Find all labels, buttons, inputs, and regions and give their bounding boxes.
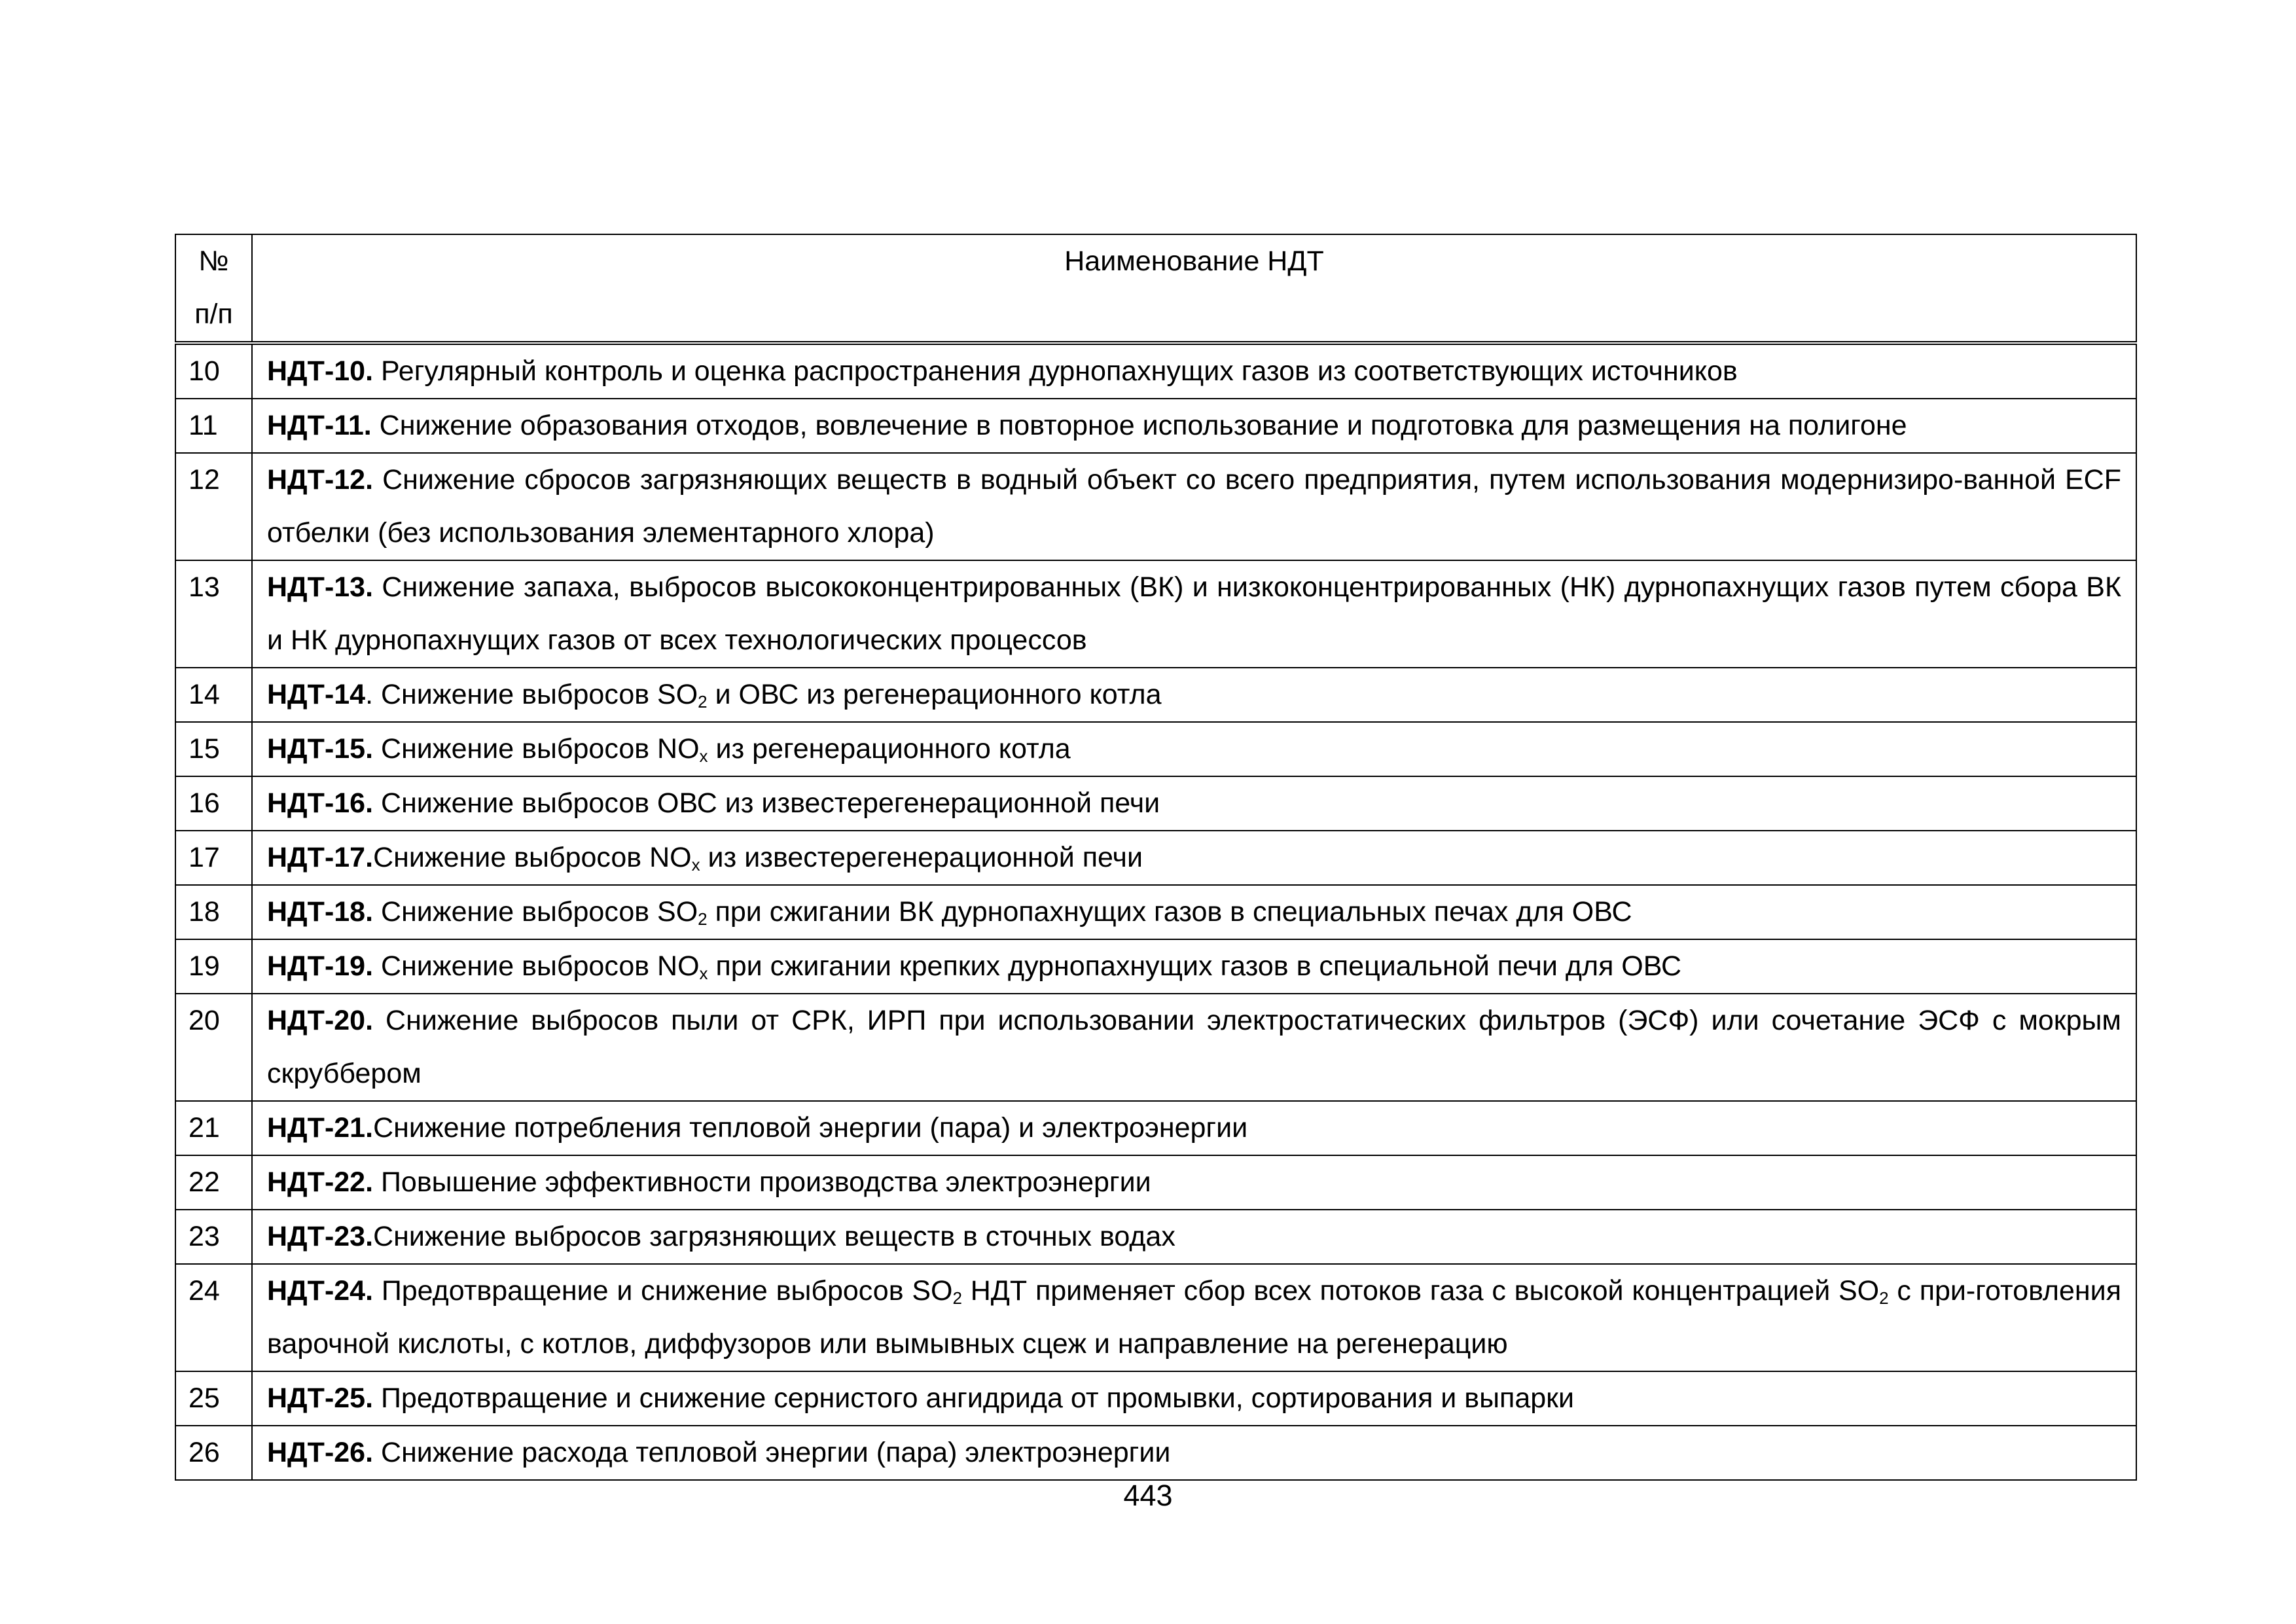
row-description	[252, 885, 2136, 939]
bat-text: Повышение эффективности производства электроэнергии	[373, 1166, 1151, 1198]
bat-text: Снижение потребления тепловой энергии (пара) и электроэнергии	[373, 1112, 1248, 1144]
bat-code: НДТ-26.	[267, 1437, 374, 1468]
row-number: 21	[175, 1101, 252, 1155]
row-number: 14	[175, 668, 252, 722]
bat-text: Снижение запаха, выбросов высококонцентрированных (ВК) и низкоконцентрированных (НК) дурнопахнущих газов путем сбора ВК и НК дурнопахнущих газов от всех технологических процессов	[267, 571, 2121, 656]
bat-text: Предотвращение и снижение сернистого ангидрида от промывки, сортирования и выпарки	[373, 1382, 1574, 1414]
bat-code: НДТ-15.	[267, 733, 374, 765]
table-row	[175, 399, 2136, 453]
bat-table	[175, 234, 2137, 1481]
row-number: 23	[175, 1210, 252, 1264]
header-num-cell	[175, 234, 252, 343]
bat-code: НДТ-14	[267, 679, 366, 710]
bat-text: НДТ применяет сбор всех потоков газа с высокой концентрацией SO	[961, 1275, 1880, 1307]
table-row	[175, 831, 2136, 885]
header-name-cell: Наименование НДТ	[252, 234, 2136, 343]
row-description	[252, 1264, 2136, 1371]
table-row	[175, 885, 2136, 939]
bat-code: НДТ-20.	[267, 1005, 374, 1036]
row-number: 25	[175, 1371, 252, 1426]
bat-text: Снижение выбросов загрязняющих веществ в сточных водах	[373, 1221, 1175, 1252]
subscript: 2	[698, 909, 708, 929]
row-description	[252, 831, 2136, 885]
bat-text: при сжигании крепких дурнопахнущих газов в специальной печи для ОВС	[708, 950, 1682, 982]
row-description	[252, 1101, 2136, 1155]
page-number: 443	[1123, 1479, 1173, 1512]
subscript: 2	[1879, 1288, 1889, 1308]
bat-code: НДТ-17.	[267, 842, 374, 873]
table-row	[175, 722, 2136, 776]
bat-code: НДТ-18.	[267, 896, 374, 928]
table-row	[175, 776, 2136, 831]
row-number: 16	[175, 776, 252, 831]
table-header-row	[175, 234, 2136, 343]
table-row	[175, 1210, 2136, 1264]
bat-text: Снижение выбросов NO	[373, 950, 700, 982]
bat-text: Снижение расхода тепловой энергии (пара) электроэнергии	[373, 1437, 1171, 1468]
bat-code: НДТ-10.	[267, 355, 374, 387]
row-number: 24	[175, 1264, 252, 1371]
bat-code: НДТ-16.	[267, 787, 374, 819]
bat-code: НДТ-21.	[267, 1112, 374, 1144]
row-number: 22	[175, 1155, 252, 1210]
header-num-label-2: п/п	[194, 298, 233, 330]
bat-text: Снижение выбросов ОВС из известерегенерационной печи	[373, 787, 1160, 819]
subscript: x	[691, 855, 700, 875]
bat-text: Снижение образования отходов, вовлечение в повторное использование и подготовка для размещения на полигоне	[371, 410, 1907, 441]
subscript: x	[699, 964, 708, 983]
bat-text: Снижение выбросов NO	[373, 842, 692, 873]
bat-text: Регулярный контроль и оценка распространения дурнопахнущих газов из соответствующих источников	[373, 355, 1738, 387]
row-description	[252, 668, 2136, 722]
bat-code: НДТ-25.	[267, 1382, 374, 1414]
bat-text: Предотвращение и снижение выбросов SO	[373, 1275, 953, 1307]
row-number: 17	[175, 831, 252, 885]
row-number: 13	[175, 560, 252, 668]
bat-code: НДТ-12.	[267, 464, 374, 496]
row-description	[252, 1210, 2136, 1264]
row-description	[252, 1155, 2136, 1210]
bat-code: НДТ-19.	[267, 950, 374, 982]
table-row	[175, 994, 2136, 1101]
row-number: 19	[175, 939, 252, 994]
table-row	[175, 1371, 2136, 1426]
row-description	[252, 399, 2136, 453]
subscript: x	[699, 746, 708, 766]
table-row	[175, 1264, 2136, 1371]
bat-text: Снижение выбросов SO	[373, 896, 698, 928]
row-number: 15	[175, 722, 252, 776]
table-row	[175, 343, 2136, 399]
row-number: 10	[175, 343, 252, 399]
bat-text: при сжигании ВК дурнопахнущих газов в специальных печах для ОВС	[707, 896, 1632, 928]
table-row	[175, 668, 2136, 722]
table-row	[175, 560, 2136, 668]
row-description	[252, 560, 2136, 668]
bat-code: НДТ-23.	[267, 1221, 374, 1252]
row-description	[252, 453, 2136, 560]
row-description	[252, 343, 2136, 399]
bat-text: с при-готовления варочной кислоты, с котлов, диффузоров или вымывных сцеж и направление на регенерацию	[267, 1275, 2121, 1360]
table-row	[175, 1101, 2136, 1155]
bat-code: НДТ-22.	[267, 1166, 374, 1198]
row-number: 12	[175, 453, 252, 560]
row-number: 18	[175, 885, 252, 939]
table-row	[175, 453, 2136, 560]
bat-text: . Снижение выбросов SO	[365, 679, 698, 710]
row-description	[252, 939, 2136, 994]
bat-text: и ОВС из регенерационного котла	[707, 679, 1162, 710]
row-description	[252, 1371, 2136, 1426]
bat-text: Снижение выбросов пыли от СРК, ИРП при использовании электростатических фильтров (ЭСФ) или сочетание ЭСФ с мокрым скруббером	[267, 1005, 2121, 1089]
row-description	[252, 994, 2136, 1101]
bat-text: из известерегенерационной печи	[700, 842, 1143, 873]
bat-code: НДТ-11.	[267, 410, 372, 441]
table-row	[175, 939, 2136, 994]
header-num-label: №	[198, 245, 229, 277]
row-number: 26	[175, 1426, 252, 1480]
bat-code: НДТ-24.	[267, 1275, 374, 1307]
row-description	[252, 776, 2136, 831]
table-row	[175, 1155, 2136, 1210]
bat-text: из регенерационного котла	[708, 733, 1071, 765]
subscript: 2	[952, 1288, 962, 1308]
bat-text: Снижение сбросов загрязняющих веществ в водный объект со всего предприятия, путем использования модернизиро-ванной ECF отбелки (без использования элементарного хлора)	[267, 464, 2121, 549]
row-number: 20	[175, 994, 252, 1101]
row-description	[252, 1426, 2136, 1480]
row-number: 11	[175, 399, 252, 453]
bat-text: Снижение выбросов NO	[373, 733, 700, 765]
row-description	[252, 722, 2136, 776]
table-row	[175, 1426, 2136, 1480]
subscript: 2	[698, 692, 708, 712]
bat-code: НДТ-13.	[267, 571, 374, 603]
